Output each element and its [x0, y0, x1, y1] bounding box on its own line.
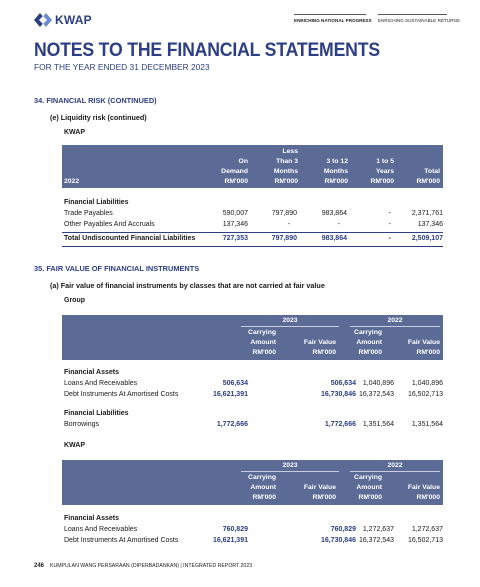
kwap-logo-icon [34, 13, 52, 27]
cell: 797,890 [271, 235, 297, 242]
logo [34, 13, 92, 27]
cell: 727,353 [222, 235, 248, 242]
cell: 16,502,713 [407, 537, 443, 544]
page-number: 246 [34, 563, 45, 569]
cell: 590,007 [222, 210, 248, 217]
assets-label: Financial Assets [64, 369, 119, 376]
cell: 2,509,107 [411, 235, 443, 242]
liquidity-table-header [62, 145, 443, 188]
cell: 1,351,564 [411, 421, 443, 428]
cell: - [388, 210, 391, 217]
col-less-than-3: Less Than 3 Months RM'000 [273, 148, 298, 185]
cell: 1,040,896 [362, 380, 394, 387]
col-fair-value-2023: Fair Value RM'000 [303, 484, 336, 501]
tagline-left: ENRICHING NATIONAL PROGRESS [294, 18, 372, 23]
row-label: Other Payables And Accruals [64, 221, 155, 228]
cell: - [388, 235, 391, 242]
cell: 16,621,391 [212, 537, 248, 544]
logo-text: KWAP [55, 13, 92, 27]
group-entity: Group [64, 297, 85, 304]
cell: 1,772,666 [216, 421, 248, 428]
section-34-heading: 34. FINANCIAL RISK (CONTINUED) [34, 96, 157, 105]
row-label: Loans And Receivables [64, 380, 138, 387]
cell: 1,272,637 [362, 526, 394, 533]
cell: 983,864 [321, 210, 347, 217]
cell: 506,634 [222, 380, 248, 387]
liabilities-label: Financial Liabilities [64, 410, 129, 417]
row-label: Loans And Receivables [64, 526, 138, 533]
divider [62, 232, 443, 233]
row-label: Borrowings [64, 421, 100, 428]
tagline-right: ENRICHING SUSTAINABLE RETURNS [378, 18, 460, 23]
row-label: Debt Instruments At Amortised Costs [64, 537, 179, 544]
cell: 16,730,846 [320, 391, 356, 398]
total-label: Total Undiscounted Financial Liabilities [64, 235, 196, 242]
footer-text: KUMPULAN WANG PERSARAAN (DIPERBADANKAN) | INTEGRATED REPORT 2023 [50, 563, 253, 569]
section-35-sub: (a) Fair value of financial instruments by classes that are not carried at fair value [50, 281, 325, 290]
divider [62, 246, 443, 247]
cell: 137,346 [222, 221, 248, 228]
page-title: NOTES TO THE FINANCIAL STATEMENTS [34, 40, 380, 61]
cell: 983,864 [321, 235, 347, 242]
header-year: 2022 [64, 178, 80, 185]
col-fair-value-2022: Fair Value RM'000 [407, 339, 440, 356]
year-2023: 2023 [282, 317, 298, 324]
tag-rule-left [294, 14, 366, 15]
section-35-heading: 35. FAIR VALUE OF FINANCIAL INSTRUMENTS [34, 264, 200, 273]
tag-rule-right [378, 14, 447, 15]
cell: 1,272,637 [411, 526, 443, 533]
col-on-demand: On Demand RM'000 [221, 158, 248, 185]
cell: 16,730,846 [320, 537, 356, 544]
cell: 2,371,761 [411, 210, 443, 217]
col-3-to-12: 3 to 12 Months RM'000 [323, 158, 348, 185]
col-fair-value-2023: Fair Value RM'000 [303, 339, 336, 356]
year-2023: 2023 [282, 462, 298, 469]
group-table-header [62, 315, 443, 360]
kwap-table-header [62, 460, 443, 505]
row-label: Debt Instruments At Amortised Costs [64, 391, 179, 398]
section-34-sub: (e) Liquidity risk (continued) [50, 113, 147, 122]
year-2022: 2022 [387, 317, 403, 324]
cell: 16,372,543 [358, 537, 394, 544]
cell: - [337, 221, 340, 228]
year-2022: 2022 [387, 462, 403, 469]
cell: 16,621,391 [212, 391, 248, 398]
col-carrying-2022: Carrying Amount RM'000 [354, 329, 382, 356]
col-carrying-2022: Carrying Amount RM'000 [354, 474, 382, 501]
group-label: Financial Liabilities [64, 199, 129, 206]
cell: - [388, 221, 391, 228]
cell: 137,346 [417, 221, 443, 228]
cell: 760,829 [330, 526, 356, 533]
col-carrying-2023: Carrying Amount RM'000 [248, 329, 276, 356]
cell: 760,829 [222, 526, 248, 533]
row-label: Trade Payables [64, 210, 113, 217]
cell: 506,634 [330, 380, 356, 387]
col-carrying-2023: Carrying Amount RM'000 [248, 474, 276, 501]
kwap-entity: KWAP [64, 442, 85, 449]
cell: 1,772,666 [324, 421, 356, 428]
cell: 16,502,713 [407, 391, 443, 398]
page-footer [34, 563, 252, 569]
col-1-to-5: 1 to 5 Years RM'000 [370, 158, 394, 185]
page-subtitle: FOR THE YEAR ENDED 31 DECEMBER 2023 [34, 62, 210, 72]
section-34-entity: KWAP [64, 129, 85, 136]
cell: 1,351,564 [362, 421, 394, 428]
col-fair-value-2022: Fair Value RM'000 [407, 484, 440, 501]
col-total: Total RM'000 [416, 168, 440, 185]
cell: - [287, 221, 290, 228]
cell: 1,040,896 [411, 380, 443, 387]
cell: 16,372,543 [358, 391, 394, 398]
assets-label: Financial Assets [64, 515, 119, 522]
cell: 797,890 [271, 210, 297, 217]
